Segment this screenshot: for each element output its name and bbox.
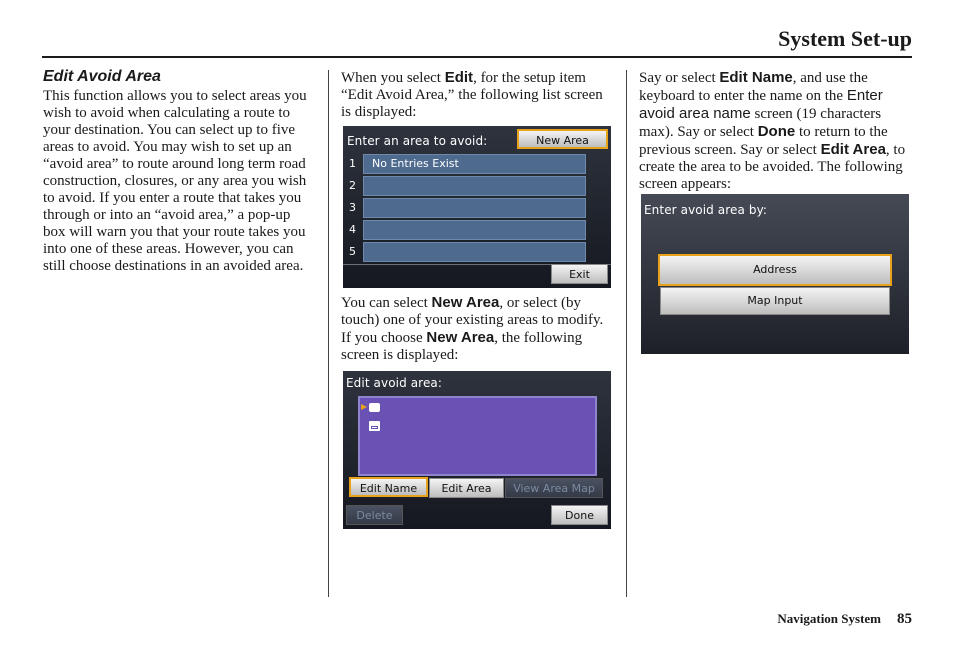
paragraph-2: You can select New Area, or select (by touch) one of your existing areas to modify. If you choose New Area, the following screen is displayed:: [341, 294, 604, 363]
term-edit-area: Edit Area: [820, 141, 886, 158]
column-divider: [626, 70, 627, 597]
header-rule: [42, 56, 912, 58]
footer-label: Navigation System: [777, 611, 881, 626]
term-new-area: New Area: [431, 294, 500, 311]
column-2: [341, 69, 615, 121]
term-edit-name: Edit Name: [719, 69, 793, 86]
paragraph-1: When you select Edit, for the setup item “Edit Avoid Area,” the following list screen is displayed:: [341, 69, 603, 120]
row-number: 2: [349, 179, 356, 192]
paragraph-3: Say or select Edit Name, and use the keyboard to enter the name on the Enter avoid area name screen (19 characters max). Say or select Done to return to the previous screen. Say or select Edit Area, to create the area to be avoided. The following screen appears:: [639, 69, 906, 192]
screen-edit-avoid-area: [343, 371, 611, 529]
exit-button[interactable]: Exit: [551, 264, 608, 284]
area-info-panel: [358, 396, 597, 476]
edit-area-button[interactable]: Edit Area: [429, 478, 504, 498]
screen-title: Enter avoid area by:: [644, 203, 768, 217]
row-number: 4: [349, 223, 356, 236]
address-button[interactable]: Address: [658, 254, 892, 286]
name-icon: [369, 403, 380, 412]
view-area-map-button[interactable]: View Area Map: [505, 478, 603, 498]
screen-enter-area-to-avoid: [343, 126, 611, 288]
new-area-button[interactable]: New Area: [517, 129, 608, 149]
screen-enter-avoid-area-by: [641, 194, 909, 354]
page-footer: [777, 611, 912, 628]
list-item[interactable]: [363, 220, 586, 240]
screen-title: Edit avoid area:: [346, 376, 443, 390]
list-item[interactable]: [363, 242, 586, 262]
map-input-button[interactable]: Map Input: [660, 287, 890, 315]
pointer-icon: [361, 404, 367, 410]
done-button[interactable]: Done: [551, 505, 608, 525]
list-item[interactable]: [363, 198, 586, 218]
row-number: 3: [349, 201, 356, 214]
page-number: 85: [897, 611, 912, 627]
screen-title: Enter an area to avoid:: [347, 134, 488, 148]
row-number: 5: [349, 245, 356, 258]
term-edit: Edit: [444, 69, 474, 86]
edit-name-button[interactable]: Edit Name: [349, 477, 428, 497]
term-done: Done: [757, 123, 796, 140]
intro-paragraph: This function allows you to select areas you wish to avoid when calculating a route to your destination. You can select up to five areas to avoid. You may wish to set up an “avoid area” to route around long term road construction, closures, or any area you wish to avoid. If you enter a route that takes you through or into an “avoid area,” a pop-up box will warn you that your route takes you into one of these areas. However, you can still choose destinations in an avoided area.: [43, 88, 307, 274]
area-icon: [369, 421, 380, 431]
delete-button[interactable]: Delete: [346, 505, 403, 525]
term-new-area: New Area: [426, 329, 495, 346]
section-heading: Edit Avoid Area: [43, 68, 161, 85]
page-title: System Set-up: [778, 26, 912, 51]
term-enter-avoid-area-name: Enter avoid area name: [639, 87, 883, 122]
list-item[interactable]: [363, 176, 586, 196]
column-divider: [328, 70, 329, 597]
list-item[interactable]: No Entries Exist: [363, 154, 586, 174]
column-2-lower: [341, 294, 617, 364]
column-1: [43, 68, 315, 275]
column-3: [639, 69, 911, 193]
row-number: 1: [349, 157, 356, 170]
